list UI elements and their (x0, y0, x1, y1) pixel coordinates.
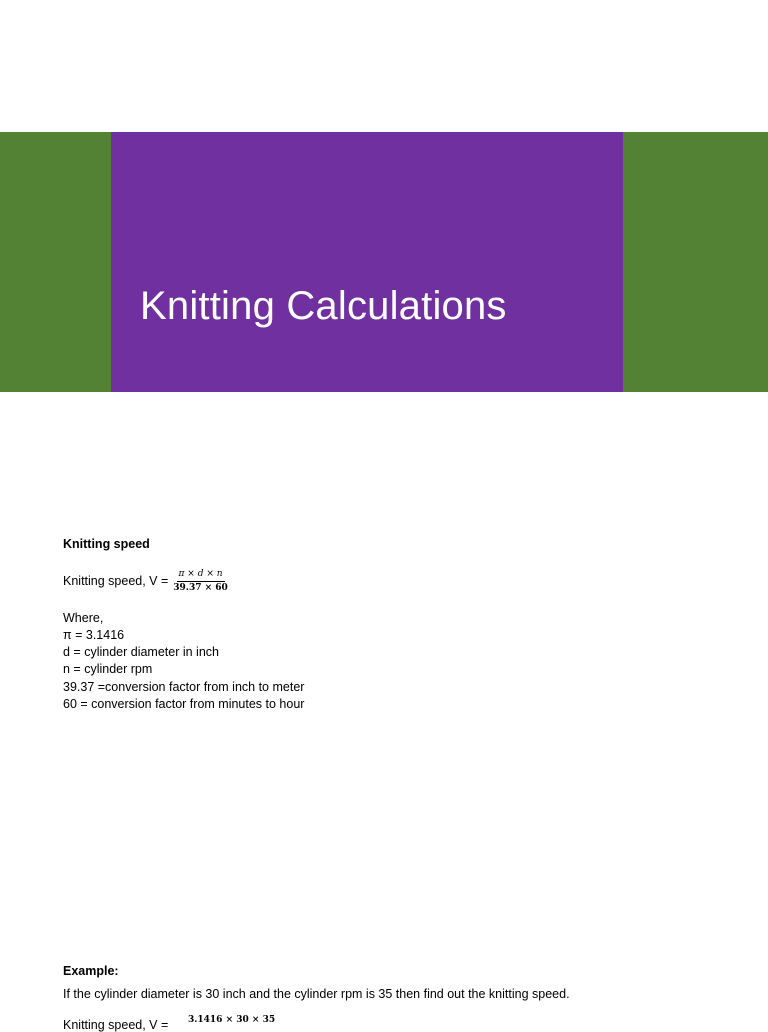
example-formula-numerator: 3.1416 × 30 × 35 (188, 1015, 276, 1025)
section-heading: Knitting speed (63, 537, 150, 551)
title-banner-purple (111, 132, 623, 392)
speed-formula (63, 566, 228, 596)
page-title: Knitting Calculations (140, 284, 507, 328)
formula-denominator: 39.37 × 60 (173, 582, 228, 593)
formula-fraction (173, 569, 228, 594)
definition-pi: π = 3.1416 (63, 628, 125, 642)
formula-label: Knitting speed, V = (63, 574, 169, 588)
definition-d: d = cylinder diameter in inch (63, 645, 219, 659)
formula-numerator: π × 𝑑 × 𝑛 (177, 569, 225, 582)
example-problem: If the cylinder diameter is 30 inch and the cylinder rpm is 35 then find out the knitting speed. (63, 987, 570, 1001)
definition-n: n = cylinder rpm (63, 662, 153, 676)
where-label: Where, (63, 611, 104, 625)
definition-minutes-hour: 60 = conversion factor from minutes to hour (63, 697, 305, 711)
definition-inch-meter: 39.37 =conversion factor from inch to meter (63, 680, 305, 694)
example-formula-label: Knitting speed, V = (63, 1018, 169, 1032)
example-heading: Example: (63, 964, 119, 978)
